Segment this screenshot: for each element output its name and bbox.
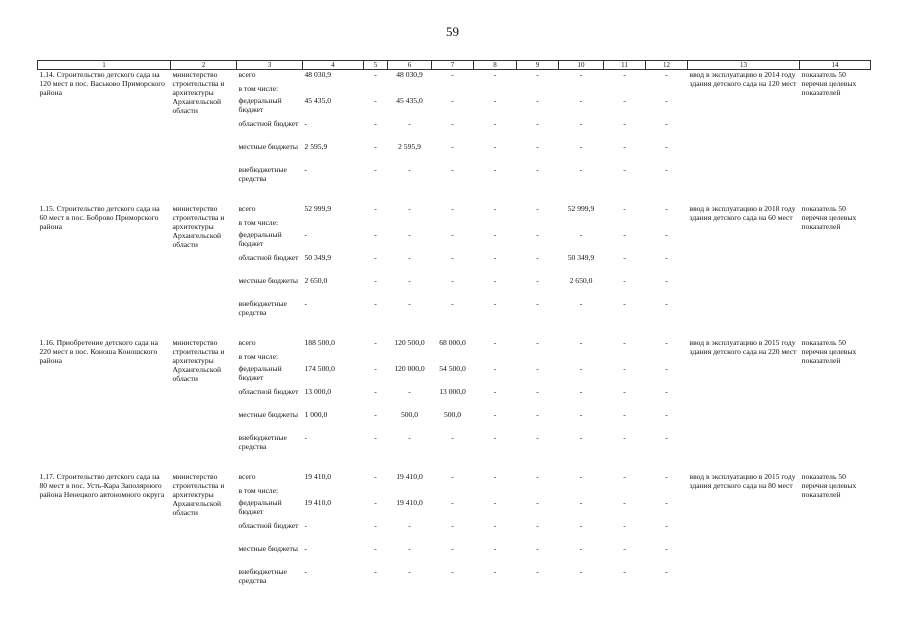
amount-cell: -	[536, 276, 539, 286]
amount-cell: -	[623, 544, 626, 554]
amount-cell: 52 999,9	[304, 204, 332, 214]
column-header: 13	[688, 61, 800, 70]
funding-source-label: федеральный бюджет	[238, 364, 282, 383]
column-header: 1	[38, 61, 171, 70]
amount-cell: -	[665, 204, 668, 214]
amount-cell: 13 000,0	[439, 387, 466, 397]
result-cell: ввод в эксплуатацию в 2015 году здания детского сада на 80 мест	[689, 472, 796, 491]
column-header: 6	[388, 61, 432, 70]
amount-cell: -	[536, 498, 539, 508]
amount-cell: 2 595,9	[398, 142, 421, 152]
funding-source-label: местные бюджеты	[238, 410, 298, 420]
amount-cell: -	[579, 410, 583, 420]
amount-cell: -	[665, 119, 668, 129]
amount-cell: -	[374, 253, 377, 263]
funding-source-label: областной бюджет	[238, 387, 299, 397]
amount-cell: -	[304, 119, 308, 129]
spacer-cell	[38, 189, 871, 204]
amount-cell: -	[408, 276, 411, 286]
column-header: 12	[646, 61, 688, 70]
amount-cell: 500,0	[443, 410, 462, 420]
amount-cell: -	[665, 433, 668, 443]
amount-cell: 19 410,0	[396, 498, 423, 508]
amount-cell: -	[374, 142, 377, 152]
amount-cell: -	[451, 472, 454, 482]
amount-cell: 48 030,9	[396, 70, 423, 80]
amount-cell: -	[374, 299, 377, 309]
amount-cell: -	[374, 567, 377, 577]
amount-cell: -	[665, 364, 668, 374]
amount-cell: -	[374, 472, 377, 482]
amount-cell: -	[536, 204, 539, 214]
project-spacer	[38, 457, 871, 472]
amount-cell: -	[374, 70, 377, 80]
amount-cell: -	[493, 230, 497, 240]
amount-cell: -	[536, 119, 539, 129]
amount-cell: 48 030,9	[304, 70, 332, 80]
amount-cell: -	[623, 96, 626, 106]
amount-cell: -	[408, 299, 411, 309]
amount-cell: -	[665, 567, 668, 577]
funding-source-label: всего	[238, 338, 256, 348]
amount-cell: -	[493, 387, 497, 397]
amount-cell: -	[408, 204, 411, 214]
amount-cell: -	[374, 544, 377, 554]
amount-cell: -	[374, 498, 377, 508]
amount-cell: 50 349,9	[304, 253, 332, 263]
amount-cell: -	[665, 70, 668, 80]
column-header: 4	[303, 61, 364, 70]
amount-cell: -	[408, 521, 411, 531]
amount-cell: -	[374, 433, 377, 443]
amount-cell: -	[451, 498, 454, 508]
funding-source-label: областной бюджет	[238, 521, 299, 531]
amount-cell: -	[493, 142, 497, 152]
amount-cell: -	[536, 338, 539, 348]
amount-cell: -	[623, 387, 626, 397]
executor-cell: министерство строительства и архитектуры Архангельской области	[172, 204, 225, 250]
amount-cell: -	[623, 472, 626, 482]
amount-cell: -	[493, 410, 497, 420]
funding-source-label: в том числе:	[238, 352, 279, 362]
amount-cell: -	[408, 433, 411, 443]
amount-cell: -	[579, 387, 583, 397]
amount-cell: -	[374, 338, 377, 348]
amount-cell: -	[408, 119, 411, 129]
funding-source-label: местные бюджеты	[238, 276, 298, 286]
amount-cell: -	[374, 204, 377, 214]
amount-cell: -	[623, 338, 626, 348]
amount-cell: -	[665, 299, 668, 309]
funding-source-label: внебюджетные средства	[238, 433, 287, 452]
amount-cell: -	[665, 338, 668, 348]
funding-source-label: внебюджетные средства	[238, 567, 287, 586]
amount-cell: -	[304, 433, 308, 443]
amount-cell: -	[451, 142, 454, 152]
amount-cell: -	[374, 364, 377, 374]
amount-cell: -	[451, 253, 454, 263]
executor-cell: министерство строительства и архитектуры Архангельской области	[172, 472, 225, 518]
funding-source-label: областной бюджет	[238, 119, 299, 129]
amount-cell: -	[623, 410, 626, 420]
amount-cell: -	[623, 119, 626, 129]
column-header: 2	[171, 61, 237, 70]
amount-cell: -	[579, 299, 583, 309]
amount-cell: -	[536, 299, 539, 309]
amount-cell: -	[493, 119, 497, 129]
amount-cell: -	[623, 165, 626, 175]
amount-cell: -	[493, 338, 497, 348]
amount-cell: -	[451, 276, 454, 286]
indicator-cell: показатель 50 перечня целевых показателей	[801, 204, 857, 232]
amount-cell: -	[304, 521, 308, 531]
funding-source-label: федеральный бюджет	[238, 498, 282, 517]
amount-cell: -	[623, 230, 626, 240]
amount-cell	[303, 219, 364, 231]
amount-cell: -	[304, 165, 308, 175]
amount-cell: -	[493, 498, 497, 508]
result-cell: ввод в эксплуатацию в 2014 году здания детского сада на 120 мест	[689, 70, 797, 89]
amount-cell: -	[451, 70, 454, 80]
amount-cell: -	[579, 567, 583, 577]
amount-cell: 2 595,9	[304, 142, 328, 152]
amount-cell: -	[579, 544, 583, 554]
project-spacer	[38, 323, 871, 338]
amount-cell: -	[493, 165, 497, 175]
amount-cell: -	[536, 567, 539, 577]
amount-cell: -	[493, 567, 497, 577]
amount-cell: -	[665, 96, 668, 106]
table-row	[38, 472, 871, 487]
amount-cell: -	[579, 70, 583, 80]
amount-cell: -	[451, 165, 454, 175]
column-number-row	[38, 61, 871, 70]
column-header: 3	[237, 61, 303, 70]
amount-cell: -	[493, 276, 497, 286]
indicator-cell: показатель 50 перечня целевых показателей	[801, 338, 857, 366]
amount-cell: -	[623, 142, 626, 152]
amount-cell: -	[579, 521, 583, 531]
amount-cell: -	[536, 410, 539, 420]
amount-cell: -	[493, 472, 497, 482]
amount-cell: -	[451, 521, 454, 531]
column-header: 9	[517, 61, 559, 70]
project-title: 1.17. Строительство детского сада на 80 мест в пос. Усть-Кара Заполярного района Ненецкого автономного округа	[39, 472, 165, 500]
amount-cell: -	[665, 544, 668, 554]
amount-cell: -	[493, 544, 497, 554]
amount-cell: -	[665, 142, 668, 152]
funding-source-label: в том числе:	[238, 218, 279, 228]
amount-cell: -	[408, 230, 411, 240]
funding-source-label: местные бюджеты	[238, 142, 298, 152]
amount-cell: -	[304, 230, 308, 240]
amount-cell: -	[623, 70, 626, 80]
amount-cell: 188 500,0	[304, 338, 335, 348]
amount-cell: -	[374, 165, 377, 175]
amount-cell: 120 500,0	[394, 338, 425, 348]
amount-cell: 19 410,0	[304, 498, 332, 508]
amount-cell: 2 650,0	[304, 276, 328, 286]
amount-cell: -	[665, 498, 668, 508]
amount-cell: -	[374, 230, 377, 240]
amount-cell: -	[374, 96, 377, 106]
amount-cell: -	[304, 567, 308, 577]
amount-cell: -	[623, 433, 626, 443]
amount-cell: -	[451, 96, 454, 106]
funding-source-label: внебюджетные средства	[238, 299, 287, 318]
amount-cell: -	[665, 165, 668, 175]
amount-cell: -	[579, 96, 583, 106]
amount-cell: -	[304, 299, 308, 309]
amount-cell: -	[451, 204, 454, 214]
amount-cell: 45 435,0	[396, 96, 423, 106]
amount-cell: -	[665, 410, 668, 420]
amount-cell: -	[374, 387, 377, 397]
amount-cell: 50 349,9	[567, 253, 595, 263]
amount-cell: -	[408, 165, 411, 175]
amount-cell: -	[374, 119, 377, 129]
amount-cell: -	[536, 472, 539, 482]
project-title: 1.15. Строительство детского сада на 60 мест в пос. Боброво Приморского района	[39, 204, 160, 232]
amount-cell: -	[451, 119, 454, 129]
amount-cell: -	[579, 119, 583, 129]
amount-cell: 120 000,0	[394, 364, 425, 374]
amount-cell: -	[579, 165, 583, 175]
amount-cell: -	[408, 253, 411, 263]
amount-cell: -	[451, 544, 454, 554]
amount-cell: -	[623, 567, 626, 577]
amount-cell: -	[579, 230, 583, 240]
amount-cell: -	[579, 472, 583, 482]
amount-cell: 1 000,0	[304, 410, 328, 420]
column-header: 5	[364, 61, 388, 70]
program-table	[37, 60, 871, 591]
amount-cell: -	[665, 387, 668, 397]
amount-cell: -	[536, 142, 539, 152]
project-spacer	[38, 189, 871, 204]
amount-cell: -	[374, 410, 377, 420]
amount-cell: 68 000,0	[439, 338, 466, 348]
result-cell: ввод в эксплуатацию в 2015 году здания детского сада на 220 мест	[689, 338, 797, 357]
amount-cell: -	[536, 364, 539, 374]
amount-cell: -	[579, 364, 583, 374]
amount-cell: -	[374, 521, 377, 531]
amount-cell: -	[665, 230, 668, 240]
amount-cell: 174 500,0	[304, 364, 335, 374]
indicator-cell: показатель 50 перечня целевых показателей	[801, 70, 857, 98]
amount-cell: 19 410,0	[304, 472, 332, 482]
amount-cell: -	[665, 521, 668, 531]
project-title: 1.16. Приобретение детского сада на 220 мест в пос. Коноша Коношского района	[39, 338, 158, 366]
amount-cell: -	[623, 204, 626, 214]
amount-cell: -	[536, 387, 539, 397]
column-header: 8	[474, 61, 517, 70]
amount-cell: -	[451, 433, 454, 443]
amount-cell: -	[623, 364, 626, 374]
amount-cell: -	[493, 521, 497, 531]
amount-cell: -	[623, 253, 626, 263]
amount-cell: 52 999,9	[567, 204, 595, 214]
spacer-cell	[38, 323, 871, 338]
amount-cell: -	[665, 472, 668, 482]
amount-cell: -	[408, 387, 411, 397]
amount-cell: -	[408, 567, 411, 577]
amount-cell: 45 435,0	[304, 96, 332, 106]
table-row	[38, 204, 871, 219]
funding-source-label: в том числе:	[238, 84, 279, 94]
amount-cell: -	[304, 544, 308, 554]
result-cell: ввод в эксплуатацию в 2018 году здания детского сада на 60 мест	[689, 204, 796, 223]
amount-cell: 13 000,0	[304, 387, 332, 397]
amount-cell: -	[579, 498, 583, 508]
amount-cell: -	[536, 230, 539, 240]
amount-cell: 54 500,0	[439, 364, 466, 374]
amount-cell: -	[536, 96, 539, 106]
funding-source-label: в том числе:	[238, 486, 279, 496]
amount-cell: -	[623, 498, 626, 508]
executor-cell: министерство строительства и архитектуры Архангельской области	[172, 338, 225, 384]
amount-cell: -	[451, 567, 454, 577]
column-header: 11	[604, 61, 646, 70]
amount-cell: -	[579, 338, 583, 348]
amount-cell: -	[665, 276, 668, 286]
amount-cell: -	[493, 299, 497, 309]
column-header: 10	[559, 61, 604, 70]
funding-source-label: областной бюджет	[238, 253, 299, 263]
table-row	[38, 70, 871, 86]
amount-cell: -	[536, 70, 539, 80]
amount-cell: -	[451, 230, 454, 240]
amount-cell: -	[623, 299, 626, 309]
amount-cell: -	[623, 276, 626, 286]
amount-cell: -	[374, 276, 377, 286]
page-number: 59	[446, 24, 459, 39]
amount-cell: 500,0	[400, 410, 419, 420]
amount-cell: -	[536, 165, 539, 175]
amount-cell: -	[493, 204, 497, 214]
amount-cell: -	[665, 253, 668, 263]
funding-source-label: всего	[238, 472, 256, 482]
project-title: 1.14. Строительство детского сада на 120 мест в пос. Васьково Приморского района	[39, 70, 165, 98]
executor-cell: министерство строительства и архитектуры Архангельской области	[172, 70, 225, 116]
funding-source-label: всего	[238, 70, 256, 80]
funding-source-label: всего	[238, 204, 256, 214]
funding-source-label: федеральный бюджет	[238, 230, 282, 249]
amount-cell: -	[451, 299, 454, 309]
spacer-cell	[38, 457, 871, 472]
amount-cell: -	[623, 521, 626, 531]
indicator-cell: показатель 50 перечня целевых показателей	[801, 472, 857, 500]
amount-cell: -	[493, 70, 497, 80]
amount-cell: -	[579, 433, 583, 443]
amount-cell: 2 650,0	[569, 276, 593, 286]
amount-cell: -	[493, 433, 497, 443]
funding-source-label: внебюджетные средства	[238, 165, 287, 184]
funding-source-label: местные бюджеты	[238, 544, 298, 554]
amount-cell: -	[536, 253, 539, 263]
amount-cell: -	[408, 544, 411, 554]
amount-cell: -	[536, 433, 539, 443]
amount-cell: -	[579, 142, 583, 152]
column-header: 7	[432, 61, 474, 70]
amount-cell: -	[493, 364, 497, 374]
amount-cell: -	[536, 544, 539, 554]
table-body	[38, 70, 871, 592]
amount-cell: 19 410,0	[396, 472, 423, 482]
amount-cell: -	[493, 96, 497, 106]
funding-source-label: федеральный бюджет	[238, 96, 282, 115]
amount-cell: -	[493, 253, 497, 263]
column-header: 14	[800, 61, 871, 70]
table-row	[38, 338, 871, 353]
amount-cell: -	[536, 521, 539, 531]
